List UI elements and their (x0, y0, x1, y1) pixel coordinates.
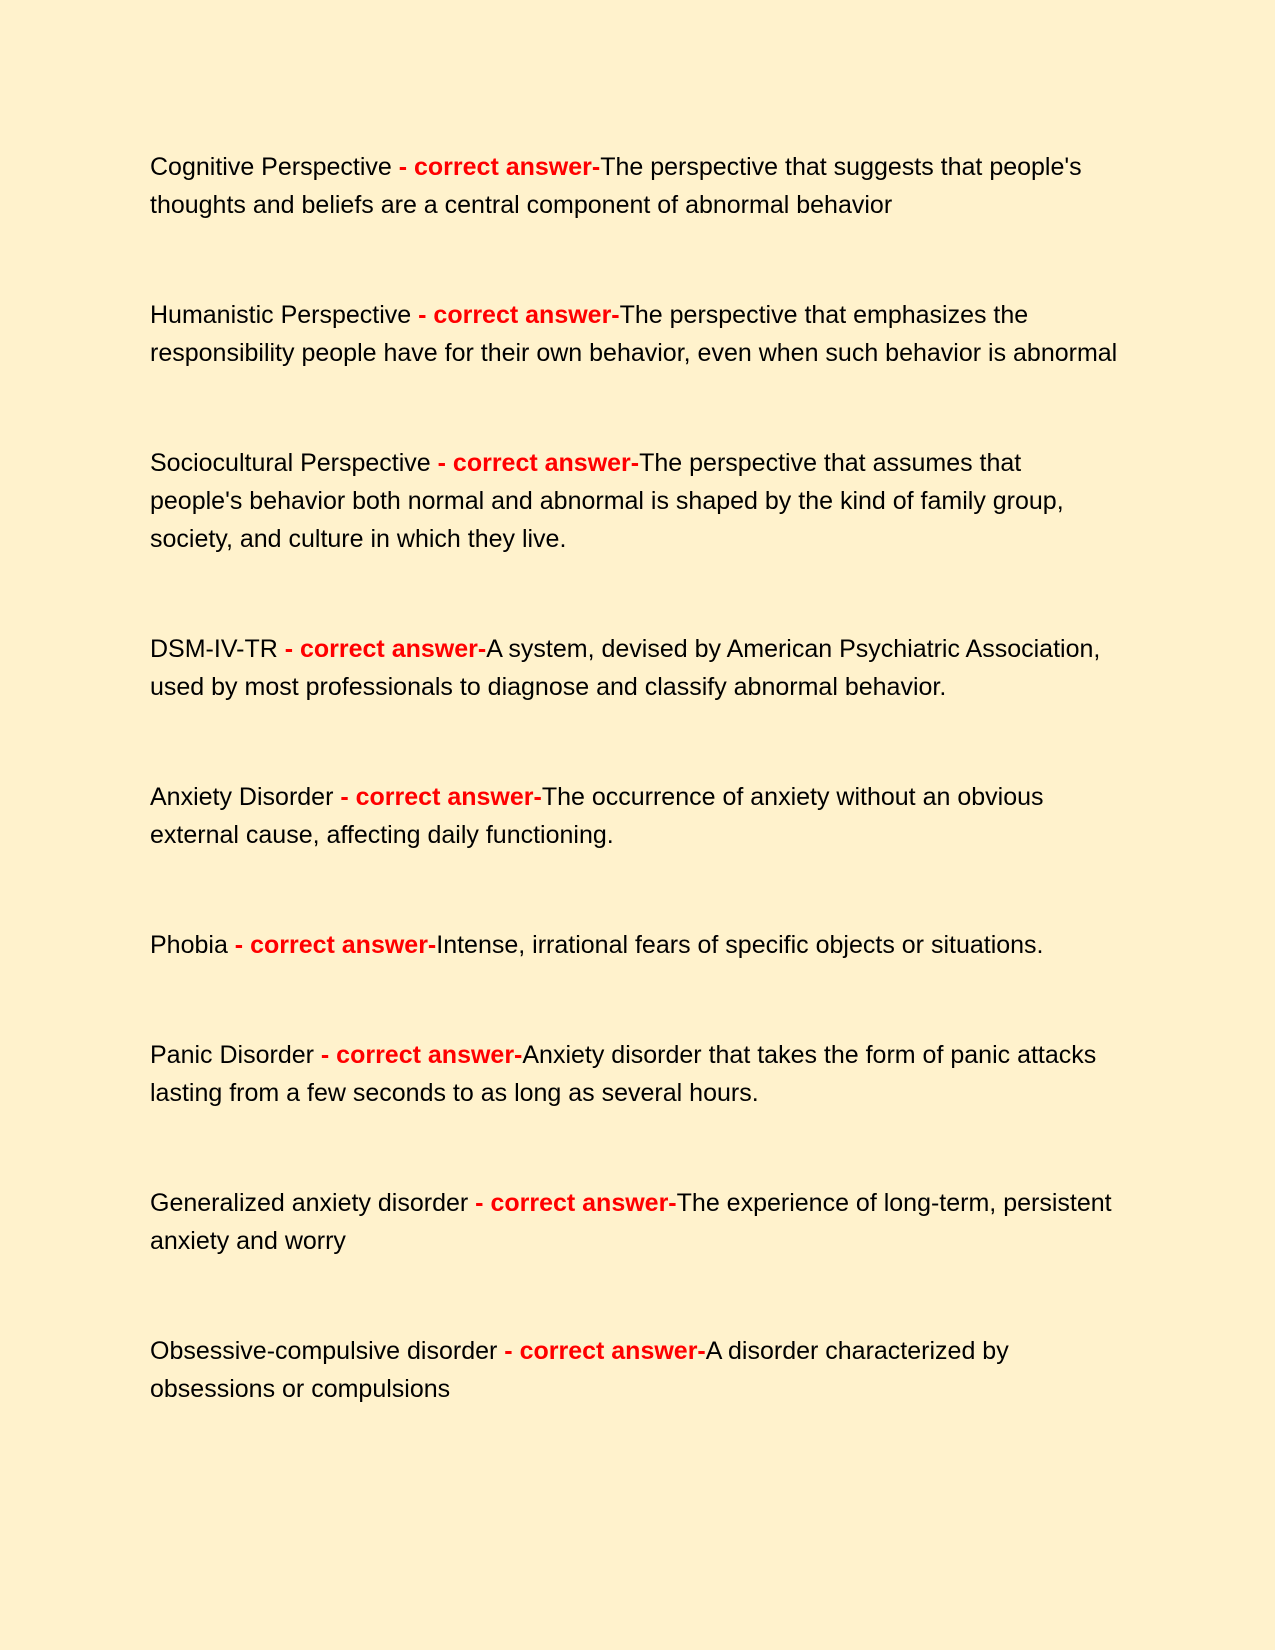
entry-anxiety-disorder (150, 778, 1120, 854)
term: Cognitive Perspective (150, 153, 399, 181)
answer-separator: - correct answer- (504, 1337, 706, 1365)
definition: The perspective that assumes that people's behavior both normal and abnormal is shaped by the kind of family group, society, and culture in which they live. (150, 449, 1064, 553)
answer-separator: - correct answer- (340, 783, 542, 811)
term: Sociocultural Perspective (150, 449, 438, 477)
entry-panic-disorder (150, 1036, 1120, 1112)
term: Obsessive-compulsive disorder (150, 1337, 505, 1365)
answer-separator: - correct answer- (234, 931, 437, 959)
entry-generalized-anxiety-disorder (150, 1184, 1120, 1260)
answer-separator: - correct answer- (320, 1041, 523, 1069)
entry-dsm-iv-tr (150, 630, 1120, 706)
entry-sociocultural-perspective (150, 444, 1120, 558)
term: Phobia (150, 931, 235, 959)
definition: A disorder characterized by obsessions or compulsions (150, 1337, 1009, 1403)
entry-phobia (150, 926, 1120, 964)
answer-separator: - correct answer- (418, 301, 620, 329)
term: Panic Disorder (150, 1041, 321, 1069)
entry-cognitive-perspective (150, 148, 1120, 224)
answer-separator: - correct answer- (398, 153, 601, 181)
term: DSM-IV-TR (150, 635, 285, 663)
term: Generalized anxiety disorder (150, 1189, 476, 1217)
term: Anxiety Disorder (150, 783, 341, 811)
definition: A system, devised by American Psychiatric Association, used by most professionals to diagnose and classify abnormal behavior. (150, 635, 1101, 701)
definition: The perspective that suggests that people's thoughts and beliefs are a central component of abnormal behavior (150, 153, 1082, 219)
definition: The experience of long-term, persistent anxiety and worry (150, 1189, 1112, 1255)
definition: Anxiety disorder that takes the form of panic attacks lasting from a few seconds to as long as several hours. (150, 1041, 1097, 1107)
definition: The occurrence of anxiety without an obvious external cause, affecting daily functioning. (150, 783, 1044, 849)
entry-obsessive-compulsive-disorder (150, 1332, 1120, 1408)
term: Humanistic Perspective (150, 301, 419, 329)
entry-humanistic-perspective (150, 296, 1120, 372)
answer-separator: - correct answer- (284, 635, 487, 663)
answer-separator: - correct answer- (437, 449, 640, 477)
flashcard-document (150, 148, 1120, 1480)
definition: The perspective that emphasizes the responsibility people have for their own behavior, even when such behavior is abnormal (150, 301, 1118, 367)
answer-separator: - correct answer- (475, 1189, 677, 1217)
definition: Intense, irrational fears of specific objects or situations. (436, 931, 1044, 959)
